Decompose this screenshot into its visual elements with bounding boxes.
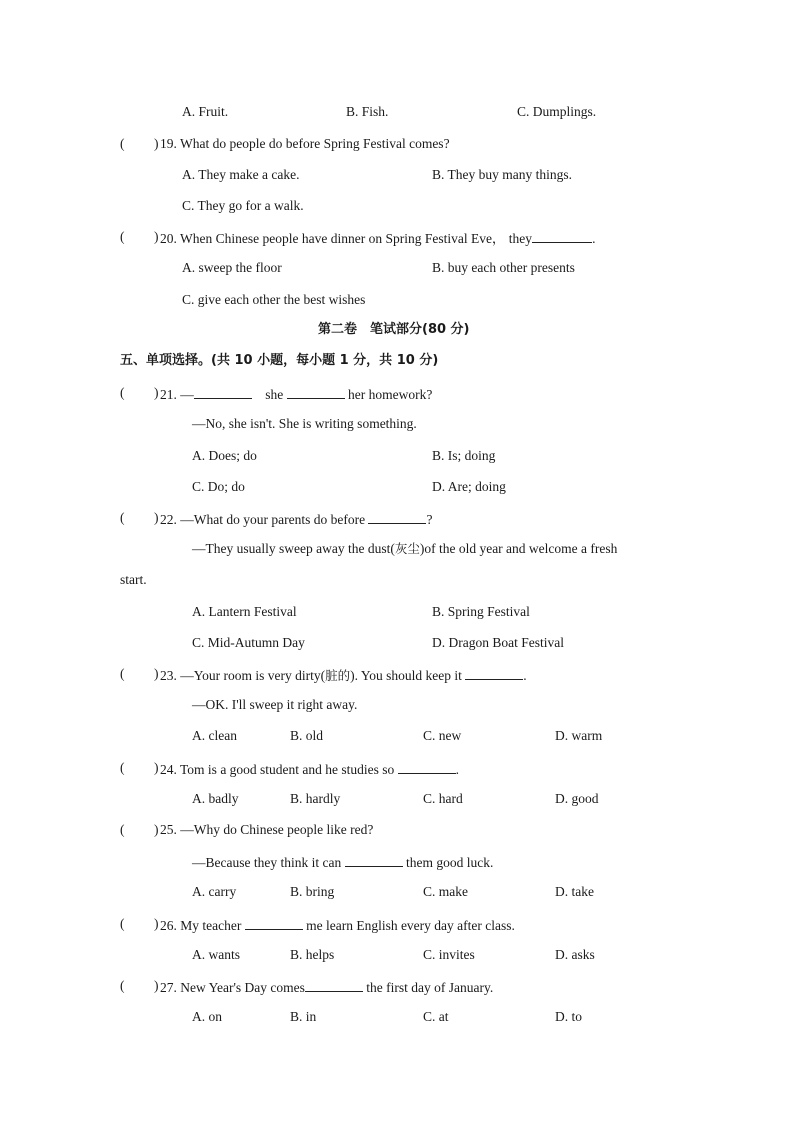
q23-stem bbox=[160, 665, 527, 685]
q23-option-a: A. clean bbox=[192, 728, 237, 743]
answer-paren-close: ) bbox=[154, 136, 159, 151]
q25-stem: 25. —Why do Chinese people like red? bbox=[160, 822, 374, 837]
q22-stem-text: 22. —What do your parents do before bbox=[160, 512, 366, 527]
q27-stem-a: 27. New Year's Day comes bbox=[160, 980, 305, 995]
q19-option-b: B. They buy many things. bbox=[432, 167, 572, 182]
q23-reply: —OK. I'll sweep it right away. bbox=[192, 697, 358, 712]
answer-paren-close: ) bbox=[154, 229, 159, 244]
answer-blank bbox=[368, 509, 426, 524]
answer-blank bbox=[532, 228, 592, 243]
answer-blank bbox=[287, 384, 345, 399]
q20-option-a: A. sweep the floor bbox=[182, 260, 282, 275]
q26-option-c: C. invites bbox=[423, 947, 475, 962]
answer-paren-open: ( bbox=[120, 229, 125, 244]
q22-option-d: D. Dragon Boat Festival bbox=[432, 635, 564, 650]
q22-reply-continued: start. bbox=[120, 572, 147, 587]
q21-option-c: C. Do; do bbox=[192, 479, 245, 494]
q26-stem bbox=[160, 915, 515, 935]
q27-option-b: B. in bbox=[290, 1009, 317, 1024]
q25-reply-a: —Because they think it can bbox=[192, 855, 342, 870]
q21-option-a: A. Does; do bbox=[192, 448, 257, 463]
q22-reply-b: )of the old year and welcome a fresh bbox=[419, 541, 618, 556]
q18-option-c: C. Dumplings. bbox=[517, 104, 597, 119]
q22-stem bbox=[160, 509, 432, 529]
q20-option-c: C. give each other the best wishes bbox=[182, 292, 366, 307]
q21-dash: — bbox=[180, 387, 194, 402]
q27-stem bbox=[160, 977, 493, 997]
q24-option-b: B. hardly bbox=[290, 791, 341, 806]
q25-option-a: A. carry bbox=[192, 884, 237, 899]
answer-paren-open: ( bbox=[120, 978, 125, 993]
q26-stem-b: me learn English every day after class. bbox=[306, 918, 515, 933]
answer-paren-close: ) bbox=[154, 666, 159, 681]
q26-option-d: D. asks bbox=[555, 947, 595, 962]
q24-stem-end: . bbox=[455, 762, 460, 777]
q25-option-c: C. make bbox=[423, 884, 468, 899]
answer-blank bbox=[245, 915, 303, 930]
q25-reply-b: them good luck. bbox=[405, 855, 494, 870]
q24-option-c: C. hard bbox=[423, 791, 463, 806]
q21-mid: she bbox=[265, 387, 284, 402]
q20-stem-end: . bbox=[592, 231, 596, 246]
answer-paren-open: ( bbox=[120, 136, 125, 151]
q22-option-c: C. Mid-Autumn Day bbox=[192, 635, 305, 650]
answer-paren-open: ( bbox=[120, 760, 125, 775]
q22-stem-end: ? bbox=[426, 512, 433, 527]
q24-stem bbox=[160, 759, 459, 779]
q21-end: her homework? bbox=[348, 387, 433, 402]
q23-stem-cn: 脏的 bbox=[325, 668, 351, 683]
q20-stem-text: 20. When Chinese people have dinner on Spring Festival Eve， they bbox=[160, 231, 533, 246]
answer-blank bbox=[305, 977, 363, 992]
answer-paren-open: ( bbox=[120, 666, 125, 681]
answer-paren-close: ) bbox=[154, 822, 159, 837]
q25-option-b: B. bring bbox=[290, 884, 335, 899]
q22-option-b: B. Spring Festival bbox=[432, 604, 530, 619]
q23-stem-a: 23. —Your room is very dirty( bbox=[160, 668, 326, 683]
answer-paren-open: ( bbox=[120, 822, 125, 837]
q22-reply-a: —They usually sweep away the dust( bbox=[192, 541, 395, 556]
q20-option-b: B. buy each other presents bbox=[432, 260, 575, 275]
answer-paren-open: ( bbox=[120, 510, 125, 525]
q18-option-a: A. Fruit. bbox=[182, 104, 229, 119]
answer-paren-open: ( bbox=[120, 385, 125, 400]
q24-option-a: A. badly bbox=[192, 791, 239, 806]
q23-option-b: B. old bbox=[290, 728, 324, 743]
q21-number: 21. bbox=[160, 387, 177, 402]
answer-blank bbox=[345, 852, 403, 867]
q23-stem-end: . bbox=[523, 668, 527, 683]
q19-option-c: C. They go for a walk. bbox=[182, 198, 304, 213]
q19-stem: 19. What do people do before Spring Festival comes? bbox=[160, 136, 450, 151]
q26-option-b: B. helps bbox=[290, 947, 335, 962]
q23-option-c: C. new bbox=[423, 728, 462, 743]
q23-stem-b: ). You should keep it bbox=[350, 668, 462, 683]
answer-paren-close: ) bbox=[154, 510, 159, 525]
q22-reply bbox=[192, 540, 617, 558]
q21-stem bbox=[160, 384, 432, 404]
q23-option-d: D. warm bbox=[555, 728, 603, 743]
answer-blank bbox=[398, 759, 456, 774]
q27-option-c: C. at bbox=[423, 1009, 449, 1024]
q26-option-a: A. wants bbox=[192, 947, 240, 962]
q24-stem-text: 24. Tom is a good student and he studies so bbox=[160, 762, 395, 777]
q18-option-b: B. Fish. bbox=[346, 104, 389, 119]
q22-option-a: A. Lantern Festival bbox=[192, 604, 297, 619]
answer-paren-close: ) bbox=[154, 385, 159, 400]
answer-paren-open: ( bbox=[120, 916, 125, 931]
answer-blank bbox=[465, 665, 523, 680]
q22-reply-cn: 灰尘 bbox=[394, 541, 420, 556]
q27-option-a: A. on bbox=[192, 1009, 222, 1024]
answer-paren-close: ) bbox=[154, 978, 159, 993]
q21-option-b: B. Is; doing bbox=[432, 448, 496, 463]
q19-option-a: A. They make a cake. bbox=[182, 167, 300, 182]
q24-option-d: D. good bbox=[555, 791, 599, 806]
q26-stem-a: 26. My teacher bbox=[160, 918, 242, 933]
q25-reply bbox=[192, 852, 493, 872]
q20-stem bbox=[160, 228, 595, 248]
q27-option-d: D. to bbox=[555, 1009, 582, 1024]
answer-blank bbox=[194, 384, 252, 399]
q25-option-d: D. take bbox=[555, 884, 594, 899]
q21-reply: —No, she isn't. She is writing something. bbox=[192, 416, 417, 431]
section-five-title: 五、单项选择。(共 10 小题，每小题 1 分，共 10 分) bbox=[120, 353, 439, 368]
answer-paren-close: ) bbox=[154, 916, 159, 931]
q21-option-d: D. Are; doing bbox=[432, 479, 506, 494]
part-two-title: 第二卷 笔试部分(80 分) bbox=[318, 322, 470, 337]
q27-stem-b: the first day of January. bbox=[366, 980, 494, 995]
answer-paren-close: ) bbox=[154, 760, 159, 775]
